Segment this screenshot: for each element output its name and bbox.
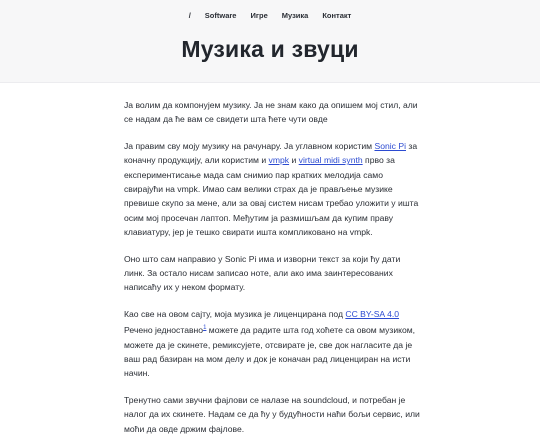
text: за коначну продукцију, али користим и <box>124 140 418 166</box>
nav-item-music[interactable]: Музика <box>281 11 309 20</box>
nav-home-link[interactable]: / <box>188 11 191 20</box>
sonic-pi-link[interactable]: Sonic Pi <box>374 140 406 151</box>
vmpk-link[interactable]: vmpk <box>268 155 290 166</box>
paragraph-intro: Ја волим да компонујем музику. Ја не знам како да опишем мој стил, али се надам да ће вам се свидети шта ћете чути овде <box>124 100 418 125</box>
nav-item-contact[interactable]: Контакт <box>322 11 352 20</box>
page-header <box>0 0 540 83</box>
text: Ја правим сву моју музику на рачунару. Ја углавном користим <box>124 140 375 151</box>
page-title: Музика и звуци <box>181 36 359 62</box>
text: можете да радите шта год хоћете са овом музиком, можете да је скинете, ремиксујете, отсвирате је, све док нагласите да је ваш рад базиран на мом делу и док је коначан рад лиценциран на исти начин. <box>124 325 416 379</box>
article-body <box>124 98 422 448</box>
text: и <box>289 155 299 166</box>
paragraph-tools <box>124 139 422 240</box>
top-nav <box>0 11 540 20</box>
virtual-midi-synth-link[interactable]: virtual midi synth <box>298 155 363 166</box>
text: Речено једноставно <box>124 325 204 336</box>
text: Као све на овом сајту, моја музика је лиценцирана под <box>124 308 346 319</box>
license-link[interactable]: CC BY-SA 4.0 <box>345 308 400 319</box>
text: прво за експериментисање мада сам снимио пар кратких мелодија само свирајући на vmpk. Имао сам велики страх да је прављење музике превише скупо за мене, али за овај систем нисам требао уложити у ишта осим мој просечан лаптоп. Међутим ја размишљам да купим праву клавиатуру, јер је тешко свирати ишта компликовано на vmpk. <box>124 155 419 238</box>
footnote-link[interactable]: 1 <box>203 325 207 332</box>
nav-item-games[interactable]: Игре <box>250 11 268 20</box>
nav-item-software[interactable]: Software <box>204 11 237 20</box>
paragraph-soundcloud: Тренутно сами звучни фајлови се налазе на soundcloud, и потребан је налог да их скинете. Надам се да ћу у будућности наћи бољи сервис, или моћи да овде држим фајлове. <box>124 394 420 434</box>
paragraph-source: Оно што сам направио у Sonic Pi има и изворни текст за који ћу дати линк. За остало нисам записао ноте, али ако има заинтересованих написаћу их у неком формату. <box>124 253 401 293</box>
paragraph-license <box>124 307 422 381</box>
